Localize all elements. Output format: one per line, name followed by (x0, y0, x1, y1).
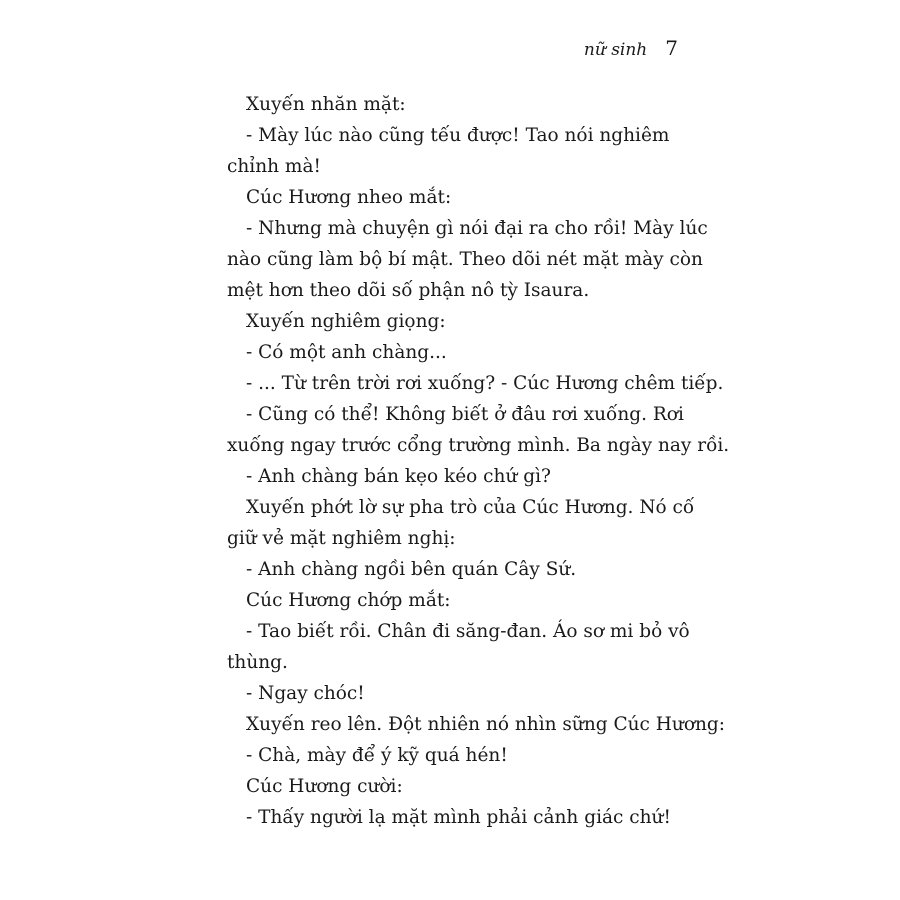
paragraph (227, 120, 677, 182)
body-text (227, 89, 730, 833)
text-line: - Mày lúc nào cũng tếu được! Tao nói nghiêm (246, 125, 670, 146)
paragraph (227, 740, 677, 771)
text-line: Cúc Hương cười: (246, 776, 403, 797)
text-line: Xuyến reo lên. Đột nhiên nó nhìn sững Cúc Hương: (246, 714, 725, 735)
text-line: chỉnh mà! (227, 156, 321, 177)
paragraph (227, 399, 730, 461)
text-line: - Anh chàng bán kẹo kéo chứ gì? (246, 466, 551, 487)
paragraph (227, 771, 677, 802)
paragraph (227, 585, 677, 616)
text-line: Cúc Hương nheo mắt: (246, 187, 452, 208)
section-title: nữ sinh (583, 40, 648, 60)
text-line: - Tao biết rồi. Chân đi săng-đan. Áo sơ mi bỏ vô (246, 621, 690, 642)
text-line: Xuyến nghiêm giọng: (246, 311, 446, 332)
paragraph (227, 554, 677, 585)
text-line: - Anh chàng ngồi bên quán Cây Sứ. (246, 559, 577, 580)
running-header (584, 36, 678, 60)
text-line: nào cũng làm bộ bí mật. Theo dõi nét mặt mày còn (227, 249, 703, 270)
paragraph (227, 182, 677, 213)
paragraph (227, 802, 677, 833)
text-line: Xuyến nhăn mặt: (246, 94, 406, 115)
paragraph (227, 213, 708, 306)
text-line: - Thấy người lạ mặt mình phải cảnh giác chứ! (246, 807, 671, 828)
text-line: - ... Từ trên trời rơi xuống? - Cúc Hương chêm tiếp. (246, 373, 724, 394)
page-number: 7 (665, 36, 678, 60)
paragraph (227, 368, 724, 399)
paragraph (227, 306, 677, 337)
paragraph (227, 337, 677, 368)
paragraph (227, 616, 690, 678)
text-line: - Ngay chóc! (246, 683, 365, 704)
text-line: Cúc Hương chớp mắt: (246, 590, 451, 611)
paragraph (227, 461, 677, 492)
text-line: - Cũng có thể! Không biết ở đâu rơi xuống. Rơi (246, 404, 684, 425)
text-line: - Chà, mày để ý kỹ quá hén! (246, 745, 508, 766)
text-line: xuống ngay trước cổng trường mình. Ba ngày nay rồi. (227, 435, 730, 456)
text-line: - Nhưng mà chuyện gì nói đại ra cho rồi! Mày lúc (246, 218, 708, 239)
paragraph (227, 709, 725, 740)
text-line: - Có một anh chàng... (246, 342, 447, 363)
text-line: thùng. (227, 652, 288, 673)
paragraph (227, 492, 695, 554)
paragraph (227, 678, 677, 709)
text-line: mệt hơn theo dõi số phận nô tỳ Isaura. (227, 280, 590, 301)
paragraph (227, 89, 677, 120)
text-line: Xuyến phớt lờ sự pha trò của Cúc Hương. Nó cố (246, 497, 695, 518)
text-line: giữ vẻ mặt nghiêm nghị: (227, 528, 456, 549)
